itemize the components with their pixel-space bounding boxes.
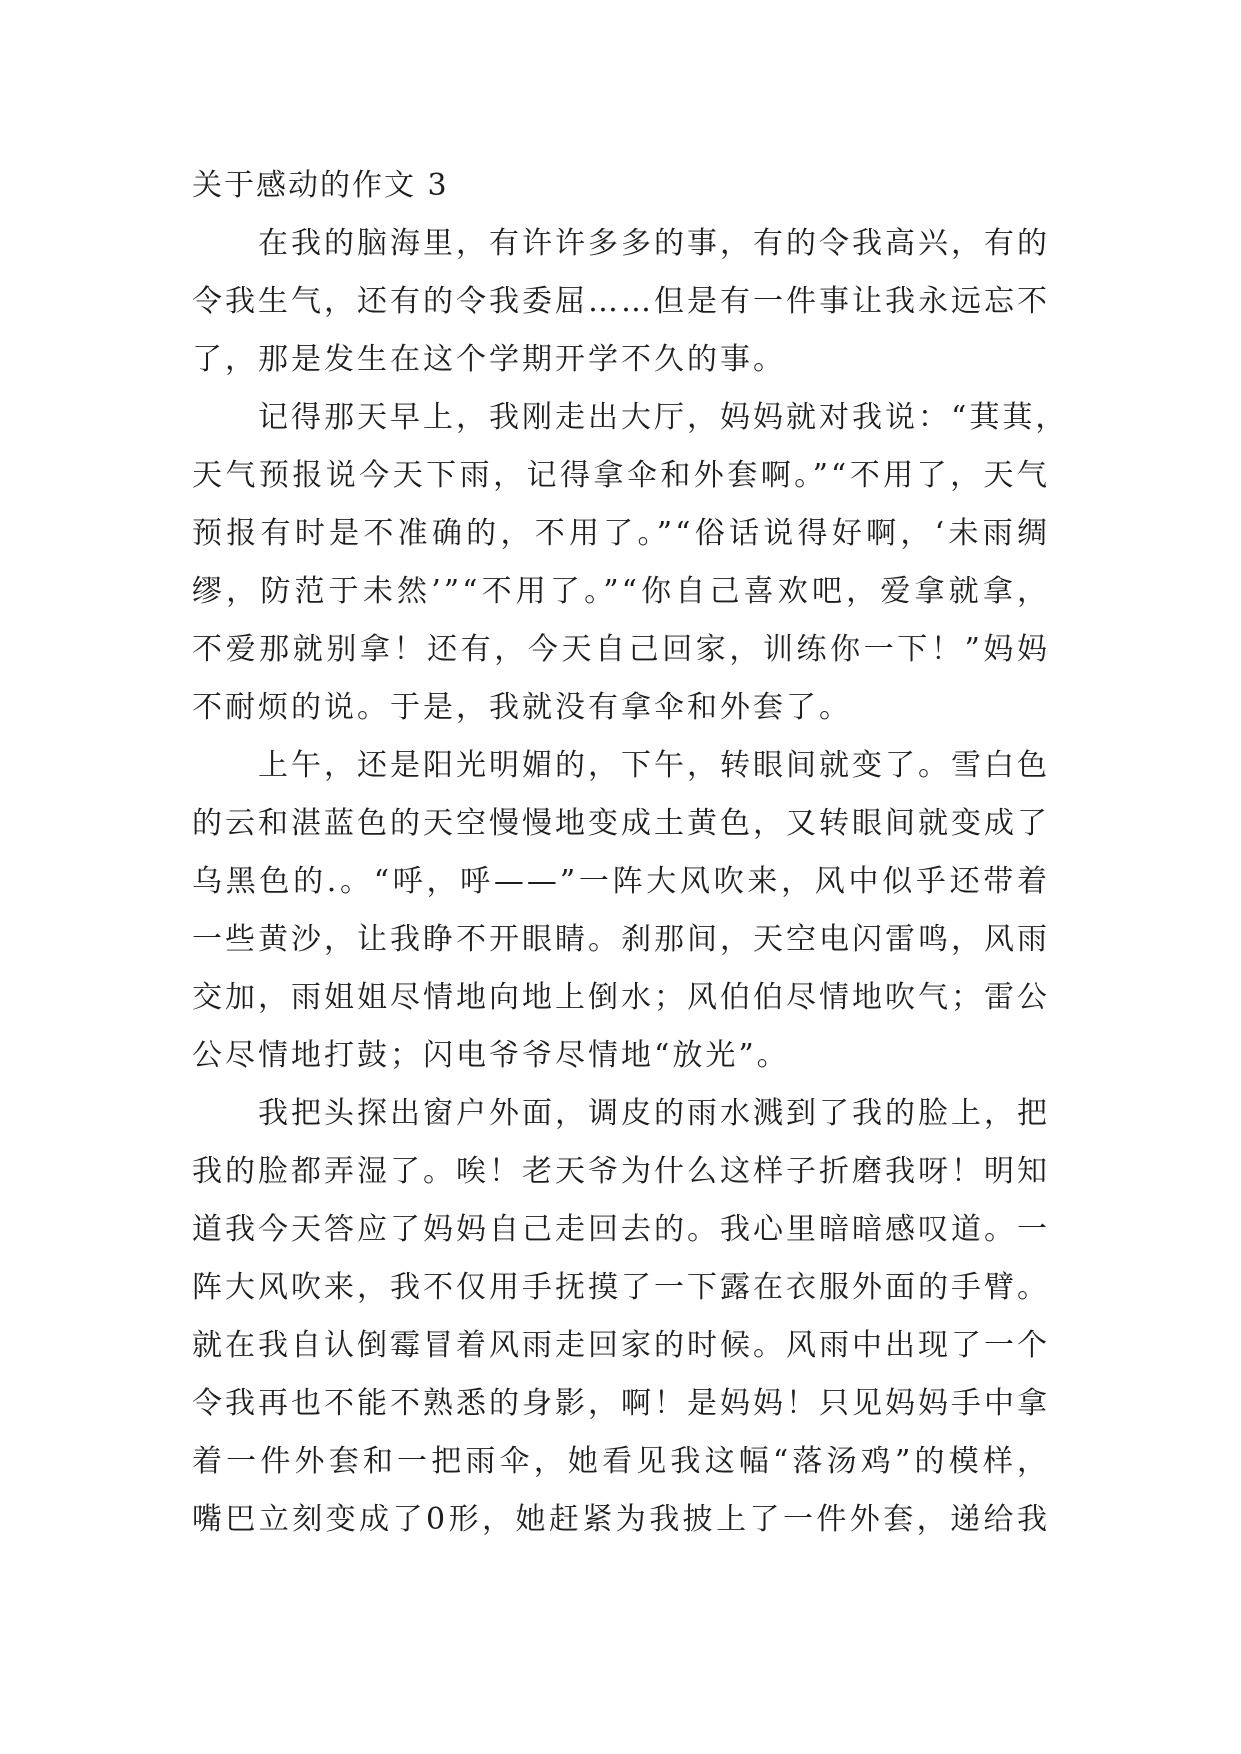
paragraph-line: 预报有时是不准确的，不用了。”“俗话说得好啊，‘未雨绸 — [192, 516, 1050, 551]
paragraph-line: 天气预报说今天下雨，记得拿伞和外套啊。”“不用了，天气 — [192, 458, 1050, 493]
paragraph-line: 记得那天早上，我刚走出大厅，妈妈就对我说：“萁萁， — [258, 400, 1069, 435]
paragraph-line: 令我再也不能不熟悉的身影，啊！是妈妈！只见妈妈手中拿 — [192, 1386, 1050, 1421]
paragraph-line: 缪，防范于未然’”“不用了。”“你自己喜欢吧，爱拿就拿， — [192, 574, 1050, 609]
paragraph-line: 一些黄沙，让我睁不开眼睛。刹那间，天空电闪雷鸣，风雨 — [192, 922, 1050, 957]
paragraph-line: 在我的脑海里，有许许多多的事，有的令我高兴，有的 — [258, 226, 1050, 261]
paragraph-line: 公尽情地打鼓；闪电爷爷尽情地“放光”。 — [192, 1038, 790, 1073]
paragraph-line: 了，那是发生在这个学期开学不久的事。 — [192, 342, 786, 377]
paragraph-line: 交加，雨姐姐尽情地向地上倒水；风伯伯尽情地吹气；雷公 — [192, 980, 1050, 1015]
paragraph-line: 的云和湛蓝色的天空慢慢地变成土黄色，又转眼间就变成了 — [192, 806, 1050, 841]
paragraph — [192, 215, 1050, 389]
paragraph-line: 上午，还是阳光明媚的，下午，转眼间就变了。雪白色 — [258, 748, 1050, 783]
paragraph-line: 着一件外套和一把雨伞，她看见我这幅“落汤鸡”的模样， — [192, 1444, 1050, 1479]
paragraph-line: 就在我自认倒霉冒着风雨走回家的时候。风雨中出现了一个 — [192, 1328, 1050, 1363]
document-body — [192, 157, 1069, 1549]
paragraph — [192, 1085, 1050, 1549]
paragraph-line: 不耐烦的说。于是，我就没有拿伞和外套了。 — [192, 690, 852, 725]
paragraph-line: 我的脸都弄湿了。唉！老天爷为什么这样子折磨我呀！明知 — [192, 1154, 1050, 1189]
paragraph-line: 令我生气，还有的令我委屈……但是有一件事让我永远忘不 — [192, 284, 1050, 319]
paragraph-line: 道我今天答应了妈妈自己走回去的。我心里暗暗感叹道。一 — [192, 1212, 1050, 1247]
paragraph-line: 阵大风吹来，我不仅用手抚摸了一下露在衣服外面的手臂。 — [192, 1270, 1050, 1305]
paragraph-line: 不爱那就别拿！还有，今天自己回家，训练你一下！”妈妈 — [192, 632, 1050, 667]
paragraph-line: 嘴巴立刻变成了0形，她赶紧为我披上了一件外套，递给我 — [192, 1502, 1050, 1537]
paragraph-line: 我把头探出窗户外面，调皮的雨水溅到了我的脸上，把 — [258, 1096, 1050, 1131]
document-title: 关于感动的作文 3 — [192, 168, 449, 203]
paragraph — [192, 737, 1050, 1085]
paragraph-line: 乌黑色的.。“呼，呼——”一阵大风吹来，风中似乎还带着 — [192, 864, 1050, 899]
paragraph — [192, 389, 1069, 737]
